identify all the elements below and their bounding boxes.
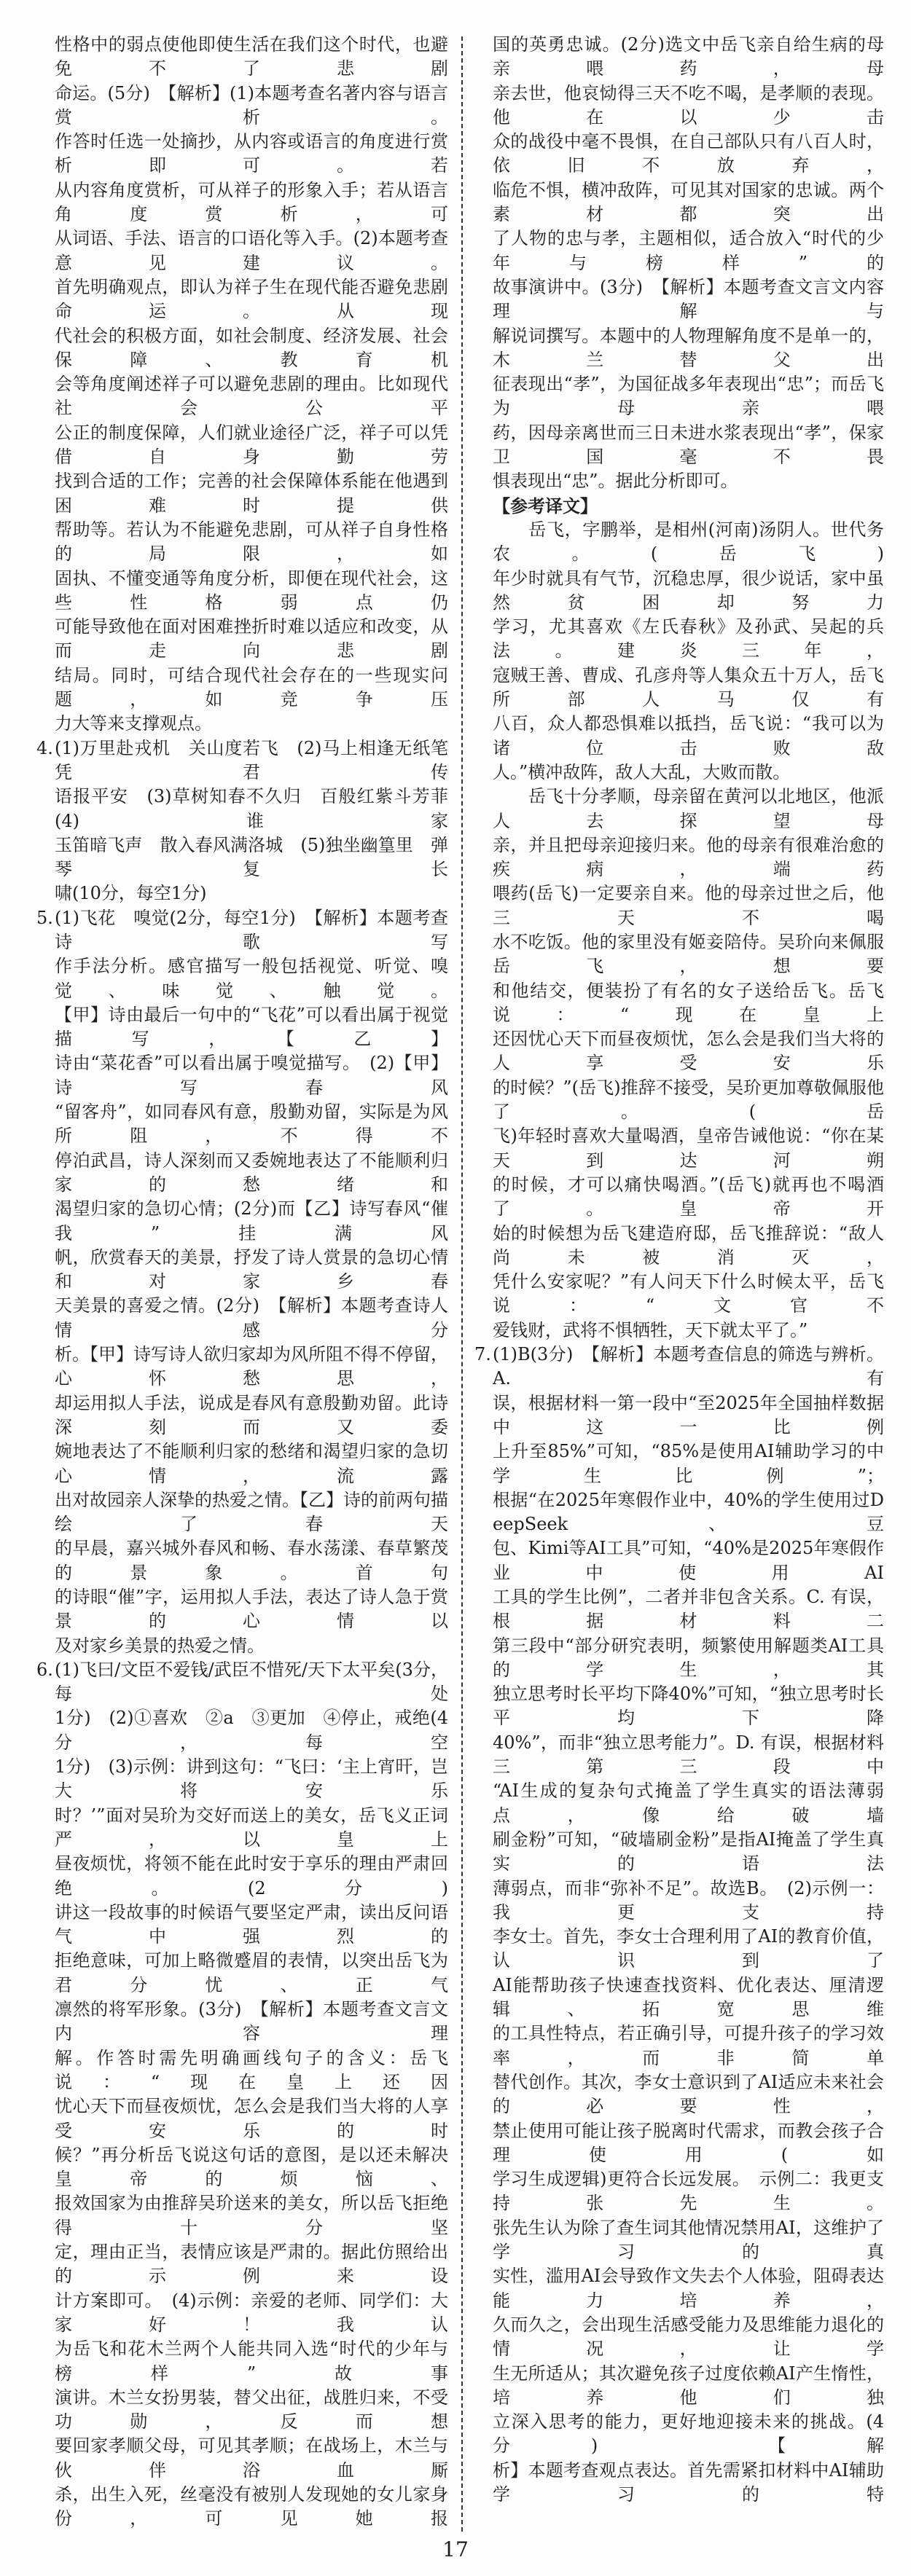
text-line-content: (1)B(3分) 【解析】本题考查信息的筛选与辨析。A. 有: [493, 1344, 884, 1389]
text-line: 从词语、手法、语言的口语化等入手。(2)本题考查意见建议。: [55, 228, 448, 273]
text-line: 析】本题考查观点表达。首先需紧扣材料中AI辅助学习的特: [493, 2459, 884, 2505]
text-line: 寇贼王善、曹成、孔彦舟等人集众五十万人，岳飞所部人马仅有: [493, 664, 884, 710]
text-line: 上升至85%”可知，“85%是使用AI辅助学习的中学生比例”；: [493, 1441, 884, 1486]
text-line: 飞)年轻时喜欢大量喝酒，皇帝告诫他说：“你在某天到达河朔: [493, 1126, 884, 1171]
text-line: 候？”再分析岳飞说这句话的意图，是以还未解决皇帝的烦恼、: [55, 2144, 448, 2190]
text-line: 定，理由正当，表情应该是严肃的。据此仿照给出的示例来设: [55, 2242, 448, 2287]
text-line: 力大等来支撑观点。: [55, 713, 212, 734]
text-line: 替代创作。其次，李女士意识到了AI适应未来社会的必要性，: [493, 2071, 884, 2117]
left-text-column: [36, 33, 466, 2532]
text-line: 解说词撰写。本题中的人物理解角度不是单一的，木兰替父出: [493, 325, 884, 370]
text-line: 国的英勇忠诚。(2分)选文中岳飞亲自给生病的母亲喂药，母: [493, 34, 884, 79]
text-line: 40%”，而非“独立思考能力”。D. 有误，根据材料三第三段中: [493, 1732, 884, 1778]
text-line: 的时候？”(岳飞)推辞不接受，吴玠更加尊敬佩服他了。(岳: [493, 1077, 884, 1123]
text-line: 久而久之，会出现生活感受能力及思维能力退化的情况，让学: [493, 2314, 884, 2360]
text-line: 立深入思考的能力，更好地迎接未来的挑战。(4分) 【解: [493, 2411, 884, 2457]
text-line: 命运。(5分) 【解析】(1)本题考查名著内容与语言赏析。: [55, 82, 448, 127]
text-line: 刷金粉”可知，“破墙刷金粉”是指AI掩盖了学生真实的语法: [493, 1829, 884, 1874]
text-line: 解。作答时需先明确画线句子的含义：岳飞说：“现在皇上还因: [55, 2047, 448, 2092]
text-line: 停泊武昌，诗人深刻而又委婉地表达了不能顺利归家的愁绪和: [55, 1150, 448, 1195]
text-line: [474, 1343, 884, 1391]
text-line: 的工具性特点，若正确引导，可提升孩子的学习效率，而非简单: [493, 2023, 884, 2068]
text-line: 报效国家为由推辞吴玠送来的美女，所以岳飞拒绝得十分坚: [55, 2193, 448, 2238]
text-line: 故事演讲中。(3分) 【解析】本题考查文言文内容理解与: [493, 276, 884, 322]
text-line: [36, 737, 466, 785]
text-line: 首先明确观点，即认为祥子生在现代能否避免悲剧命运。从现: [55, 276, 448, 322]
text-line: 性格中的弱点使他即使生活在我们这个时代，也避免不了悲剧: [55, 34, 448, 79]
right-text-column: [474, 33, 884, 2532]
text-line: 张先生认为除了查生词其他情况禁用AI，这维护了学习的真: [493, 2217, 884, 2263]
text-line: 第三段中“部分研究表明，频繁使用解题类AI工具的学生，其: [493, 1635, 884, 1680]
text-line: 帮助等。若认为不能避免悲剧，可从祥子自身性格的局限，如: [55, 519, 448, 565]
text-line: 八百，众人都恐惧难以抵挡，岳飞说：“我可以为诸位击败敌: [493, 713, 884, 758]
text-line: 误，根据材料一第一段中“至2025年全国抽样数据中这一比例: [493, 1392, 884, 1437]
text-line: 析。【甲】诗写诗人欲归家却为风所阻不得不停留，心怀愁思，: [55, 1344, 448, 1389]
text-line: 岳飞十分孝顺，母亲留在黄河以北地区，他派人去探望母: [493, 786, 884, 831]
text-line: 拒绝意味，可加上略微蹙眉的表情，以突出岳飞为君分忧、正气: [55, 1950, 448, 1995]
text-line: 禁止使用可能让孩子脱离时代需求，而教会孩子合理使用(如: [493, 2120, 884, 2165]
question-number: 5.: [36, 907, 53, 928]
text-line: 的早晨，嘉兴城外春风和畅、春水荡漾、春草繁茂的景象。首句: [55, 1538, 448, 1583]
text-line: 杀，出生入死，丝毫没有被别人发现她的女儿家身份，可见她报: [55, 2483, 448, 2529]
text-line: 众的战役中毫不畏惧，在自己部队只有八百人时，依旧不放弃，: [493, 131, 884, 176]
text-line: 征表现出“孝”，为国征战多年表现出“忠”；而岳飞为母亲喂: [493, 374, 884, 419]
text-line: 水不吃饭。他的家里没有姬妾陪侍。吴玠向来佩服岳飞，想要: [493, 931, 884, 977]
text-line: 始的时候想为岳飞建造府邸，岳飞推辞说：“敌人尚未被消灭，: [493, 1222, 884, 1268]
text-line: 惧表现出“忠”。据此分析即可。: [493, 471, 738, 492]
text-line: 要回家孝顺父母，可见其孝顺；在战场上，木兰与伙伴浴血厮: [55, 2435, 448, 2481]
text-line: 昼夜烦忧，将领不能在此时安于享乐的理由严肃回绝。(2分): [55, 1853, 448, 1898]
text-line: 凭什么安家呢？”有人问天下什么时候太平，岳飞说：“文官不: [493, 1271, 884, 1316]
text-line: 爱钱财，武将不惧牺牲，天下就太平了。”: [493, 1319, 808, 1340]
text-line: 李女士。首先，李女士合理利用了AI的教育价值，认识到了: [493, 1926, 884, 1971]
text-line: 为岳飞和花木兰两个人能共同入选“时代的少年与榜样”故事: [55, 2339, 448, 2384]
text-line: 1分) (3)示例：讲到这句：“飞曰：‘主上宵旰，岂大将安乐: [55, 1756, 448, 1802]
text-line: 独立思考时长平均下降40%”可知，“独立思考时长平均下降: [493, 1684, 884, 1729]
text-line: 亲，并且把母亲迎接归来。他的母亲有很难治愈的疾病，端药: [493, 834, 884, 880]
text-line: 药，因母亲离世而三日未进水浆表现出“孝”，保家卫国毫不畏: [493, 422, 884, 468]
text-line: 薄弱点，而非“弥补不足”。故选B。 (2)示例一：我更支持: [493, 1877, 884, 1923]
text-line: 作答时任选一处摘抄，从内容或语言的角度进行赏析即可。若: [55, 131, 448, 176]
text-line: 生无所适从；其次避免孩子过度依赖AI产生惰性，培养他们独: [493, 2363, 884, 2408]
text-line: 却运用拟人手法，说成是春风有意殷勤劝留。此诗深刻而又委: [55, 1392, 448, 1437]
text-line: 还因忧心天下而昼夜烦忧，怎么会是我们当大将的人享受安乐: [493, 1029, 884, 1074]
text-line: 岳飞，字鹏举，是相州(河南)汤阴人。世代务农。(岳飞): [493, 519, 884, 565]
text-line: 喂药(岳飞)一定要亲自来。他的母亲过世之后，他三天不喝: [493, 883, 884, 928]
text-line: 学习生成逻辑)更符合长远发展。 示例二：我更支持张先生。: [493, 2169, 884, 2214]
text-line: 婉地表达了不能顺利归家的愁绪和渴望归家的急切心情，流露: [55, 1441, 448, 1486]
text-line: 渴望归家的急切心情；(2分)而【乙】诗写春风“催我”挂满风: [55, 1198, 448, 1244]
text-line: 帆，欣赏春天的美景，抒发了诗人赏景的急切心情和对家乡春: [55, 1246, 448, 1292]
text-line: 包、Kimi等AI工具”可知，“40%是2025年寒假作业中使用AI: [493, 1538, 884, 1583]
text-line: 演讲。木兰女扮男装，替父出征，战胜归来，不受功勋，反而想: [55, 2387, 448, 2432]
text-line: 公正的制度保障，人们就业途径广泛，祥子可以凭借自身勤劳: [55, 422, 448, 468]
text-line: 结局。同时，可结合现代社会存在的一些现实问题，如竞争压: [55, 664, 448, 710]
text-line: 实性，滥用AI会导致作文失去个人体验，阻碍表达能力培养，: [493, 2266, 884, 2311]
text-line: 玉笛暗飞声 散入春风满洛城 (5)独坐幽篁里 弹琴复长: [55, 834, 448, 880]
text-line-content: (1)万里赴戎机 关山度若飞 (2)马上相逢无纸笔 凭君传: [55, 737, 466, 782]
text-line: 固执、不懂变通等角度分析，即便在现代社会，这些性格弱点仍: [55, 568, 448, 613]
text-line: 讲这一段故事的时候语气要坚定严肃，读出反问语气中强烈的: [55, 1901, 448, 1947]
text-line: 了人物的忠与孝，主题相似，适合放入“时代的少年与榜样”的: [493, 228, 884, 273]
text-line: 计方案即可。 (4)示例：亲爱的老师、同学们：大家好！我认: [55, 2290, 448, 2335]
text-line: 人。”横冲敌阵，敌人大乱，大败而散。: [493, 761, 791, 782]
text-line: 凛然的将军形象。(3分) 【解析】本题考查文言文内容理: [55, 1999, 448, 2044]
text-line: 和他结交，便装扮了有名的女子送给岳飞。岳飞说：“现在皇上: [493, 980, 884, 1025]
section-heading: 【参考译文】: [493, 495, 598, 517]
text-line: 时？’”面对吴玠为交好而送上的美女，岳飞义正词严，以皇上: [55, 1805, 448, 1850]
text-line: 的诗眼“催”字，运用拟人手法，表达了诗人急于赏景的心情以: [55, 1587, 448, 1632]
text-line: 年少时就具有气节，沉稳忠厚，很少说话，家中虽然贫困却努力: [493, 568, 884, 613]
text-line: 的时候，才可以痛快喝酒。”(岳飞)就再也不喝酒了。皇帝开: [493, 1174, 884, 1220]
text-line: 代社会的积极方面，如社会制度、经济发展、社会保障、教育机: [55, 325, 448, 370]
text-line: 会等角度阐述祥子可以避免悲剧的理由。比如现代社会公平: [55, 374, 448, 419]
text-line: AI能帮助孩子快速查找资料、优化表达、厘清逻辑、拓宽思维: [493, 1974, 884, 2020]
text-line: 1分) (2)①喜欢 ②a ③更加 ④停止，戒绝(4分，每空: [55, 1708, 448, 1753]
text-line: 找到合适的工作；完善的社会保障体系能在他遇到困难时提供: [55, 471, 448, 516]
text-line: “留客舟”，如同春风有意，殷勤劝留，实际是为风所阻，不得不: [55, 1102, 448, 1147]
text-line: 临危不惧，横冲敌阵，可见其对国家的忠诚。两个素材都突出: [493, 179, 884, 225]
text-line: 可能导致他在面对困难挫折时难以适应和改变，从而走向悲剧: [55, 616, 448, 661]
text-line: 作手法分析。感官描写一般包括视觉、听觉、嗅觉、味觉、触觉。: [55, 956, 448, 1001]
text-line-content: (1)飞花 嗅觉(2分，每空1分) 【解析】本题考查诗歌写: [55, 907, 448, 952]
question-number: 6.: [36, 1659, 53, 1680]
text-line: 【甲】诗由最后一句中的“飞花”可以看出属于视觉描写，【乙】: [55, 1004, 448, 1050]
text-line: “AI生成的复杂句式掩盖了学生真实的语法薄弱点，像给破墙: [493, 1780, 884, 1826]
question-number: 4.: [36, 737, 53, 758]
text-line: 根据“在2025年寒假作业中，40%的学生使用过DeepSeek、豆: [493, 1489, 884, 1535]
page-number: 17: [442, 2537, 469, 2561]
text-line: 学习，尤其喜欢《左氏春秋》及孙武、吴起的兵法。建炎三年，: [493, 616, 884, 661]
text-line: 忧心天下而昼夜烦忧，怎么会是我们当大将的人享受安乐的时: [55, 2096, 448, 2141]
text-line: 亲去世，他哀恸得三天不吃不喝，是孝顺的表现。他在以少击: [493, 82, 884, 127]
text-line: 工具的学生比例”，二者并非包含关系。C. 有误，根据材料二: [493, 1587, 884, 1632]
text-line: 天美景的喜爱之情。(2分) 【解析】本题考查诗人情感分: [55, 1295, 448, 1340]
text-line: [36, 906, 448, 955]
text-line: 诗由“菜花香”可以看出属于嗅觉描写。 (2)【甲】诗写春风: [55, 1053, 448, 1098]
text-line: 出对故园亲人深挚的热爱之情。【乙】诗的前两句描绘了春天: [55, 1489, 448, 1535]
column-divider: [461, 36, 463, 2532]
text-line: [36, 1658, 448, 1707]
text-line-content: (1)飞曰/文臣不爱钱/武臣不惜死/天下太平矣(3分，每处: [55, 1659, 448, 1705]
text-line: 啸(10分，每空1分): [55, 883, 207, 904]
question-number: 7.: [474, 1344, 491, 1365]
text-line: 从内容角度赏析，可从祥子的形象入手；若从语言角度赏析，可: [55, 179, 448, 225]
text-line: 及对家乡美景的热爱之情。: [55, 1635, 265, 1656]
text-line: 语报平安 (3)草树知春不久归 百般红紫斗芳菲 (4)谁家: [55, 786, 466, 831]
